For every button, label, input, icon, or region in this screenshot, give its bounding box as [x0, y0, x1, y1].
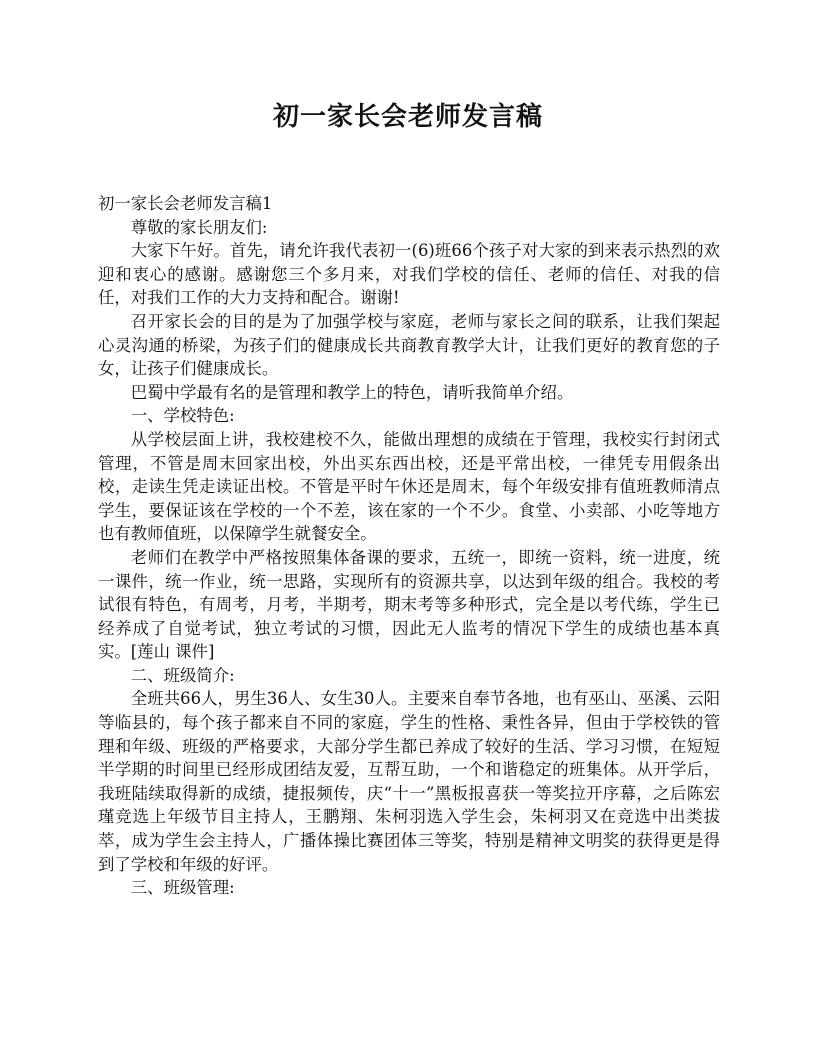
- body-paragraph: 从学校层面上讲，我校建校不久，能做出理想的成绩在于管理，我校实行封闭式管理，不管是周末回家出校，外出买东西出校，还是平常出校，一律凭专用假条出校，走读生凭走读证出校。不管是平时午休还是周末，每个年级安排有值班教师清点学生，要保证该在学校的一个不差，该在家的一个不少。食堂、小卖部、小吃等地方也有教师值班，以保障学生就餐安全。: [98, 429, 720, 544]
- body-paragraph: 大家下午好。首先，请允许我代表初一(6)班66个孩子对大家的到来表示热烈的欢迎和衷心的感谢。感谢您三个多月来，对我们学校的信任、老师的信任、对我的信任，对我们工作的大力支持和配合。谢谢!: [98, 241, 720, 308]
- body-paragraph: 召开家长会的目的是为了加强学校与家庭，老师与家长之间的联系，让我们架起心灵沟通的桥梁，为孩子们的健康成长共商教育教学大计，让我们更好的教育您的子女，让孩子们健康成长。: [98, 311, 720, 379]
- subheading: 二、班级简介:: [130, 665, 235, 685]
- subheading: 一、学校特色:: [130, 406, 235, 426]
- document-body: [98, 192, 720, 900]
- body-paragraph: 全班共66人，男生36人、女生30人。主要来自奉节各地，也有巫山、巫溪、云阳等临县的，每个孩子都来自不同的家庭，学生的性格、秉性各异，但由于学校铁的管理和年级、班级的严格要求，大部分学生都已养成了较好的生活、学习习惯，在短短半学期的时间里已经形成团结友爱，互帮互助，一个和谐稳定的班集体。从开学后，我班陆续取得新的成绩，捷报频传，庆“十一”黑板报喜获一等奖拉开序幕，之后陈宏瑾竞选上年级节目主持人，王鹏翔、朱柯羽选入学生会，朱柯羽又在竞选中出类拔萃，成为学生会主持人，广播体操比赛团体三等奖，特别是精神文明奖的获得更是得到了学校和年级的好评。: [98, 689, 720, 874]
- body-paragraph: 巴蜀中学最有名的是管理和教学上的特色，请听我简单介绍。: [130, 382, 574, 402]
- section-heading: 初一家长会老师发言稿1: [98, 194, 273, 213]
- salutation: 尊敬的家长朋友们:: [130, 217, 268, 237]
- body-paragraph: 老师们在教学中严格按照集体备课的要求，五统一，即统一资料，统一进度，统一课件，统一作业，统一思路，实现所有的资源共享，以达到年级的组合。我校的考试很有特色，有周考，月考，半期考，期末考等多种形式，完全是以考代练，学生已经养成了自觉考试，独立考试的习惯，因此无人监考的情况下学生的成绩也基本真实。[莲山 课件]: [98, 547, 720, 662]
- subheading: 三、班级管理:: [130, 878, 235, 898]
- page-title: 初一家长会老师发言稿: [272, 102, 543, 132]
